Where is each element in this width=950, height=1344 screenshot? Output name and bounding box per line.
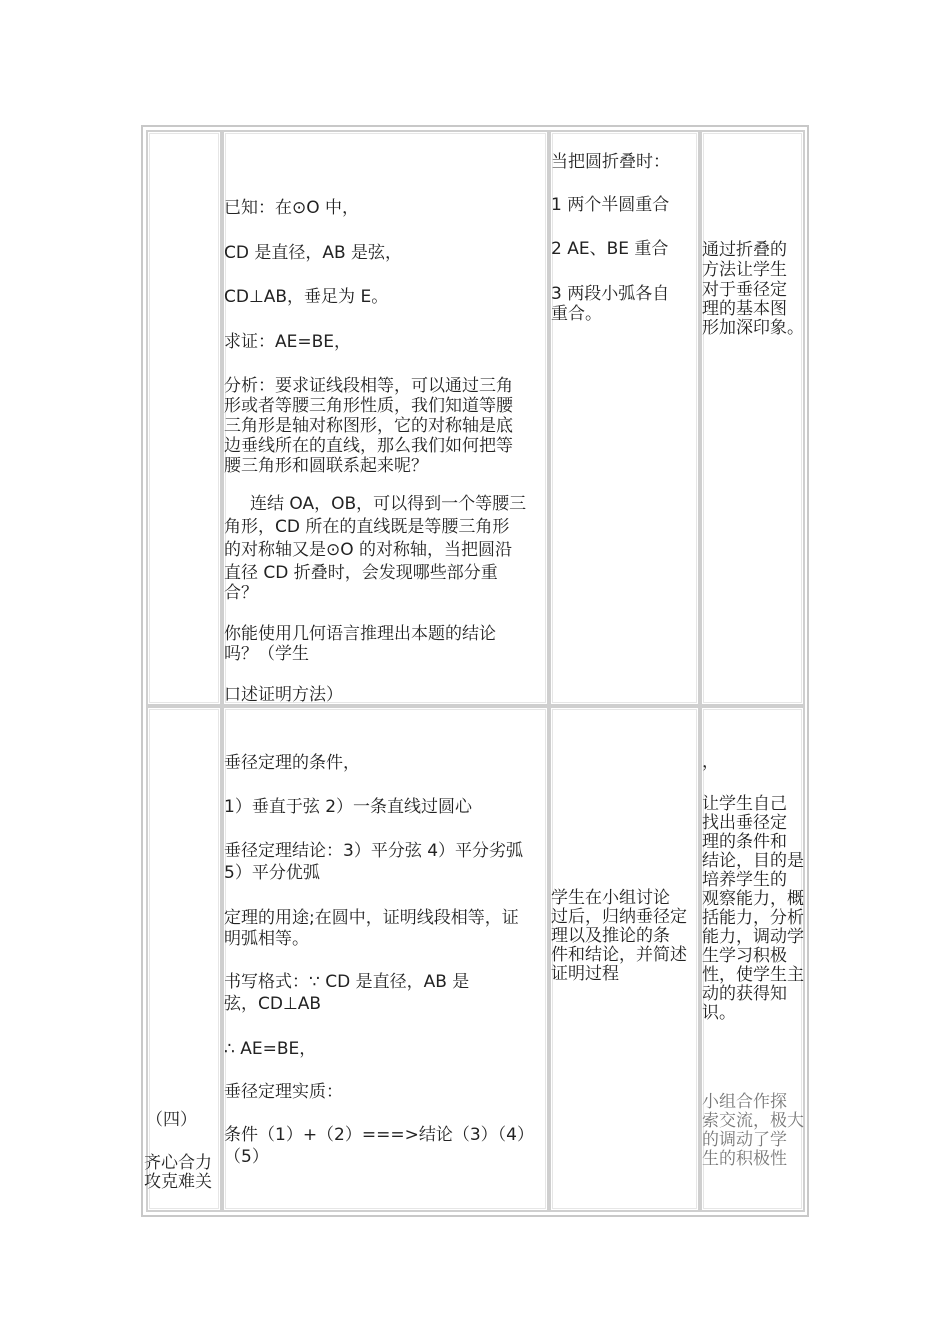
question-line: 你能使用几何语言推理出本题的结论 [224,624,496,644]
prove-line: 求证：AE=BE， [224,332,352,352]
design-intent-line: 能力，调动学 [702,927,804,947]
connect-line: 的对称轴又是⊙O 的对称轴，当把圆沿 [224,540,513,560]
fold-observation-line: 1 两个半圆重合 [551,195,670,215]
design-intent-line: 培养学生的 [702,870,787,890]
row2-stage-cell [146,706,222,1212]
design-intent-line: 形加深印象。 [702,318,804,338]
stage-number: （四） [146,1110,197,1130]
design-intent-line: 理的基本图 [702,299,787,319]
row1-intent-cell [700,130,805,706]
connect-line: 合？ [224,583,258,603]
analysis-line: 三角形是轴对称图形，它的对称轴是底 [224,416,513,436]
connect-line: 连结 OA，OB，可以得到一个等腰三 [250,494,527,514]
theorem-line: 5）平分优弧 [224,863,320,883]
theorem-line: 条件（1）+（2）===>结论（3）（4） [224,1125,534,1145]
analysis-line: 分析：要求证线段相等，可以通过三角 [224,376,513,396]
design-intent-line: 生学习积极 [702,946,787,966]
design-intent-line: 观察能力，概 [702,889,804,909]
question-line: 口述证明方法） [224,685,343,705]
design-intent-line: 让学生自己 [702,794,787,814]
given-line: 已知：在⊙O 中， [224,198,360,218]
design-intent-line: 找出垂径定 [702,813,787,833]
theorem-line: 定理的用途;在圆中，证明线段相等，证 [224,908,519,928]
group-work-note-line: 小组合作探 [702,1092,787,1112]
design-intent-line: 通过折叠的 [702,240,787,260]
student-activity-line: 过后，归纳垂径定 [551,907,687,927]
stage-title: 齐心合力 [144,1153,212,1173]
theorem-line: 明弧相等。 [224,929,309,949]
student-activity-line: 学生在小组讨论 [551,888,670,908]
design-intent-line: 括能力，分析 [702,908,804,928]
design-intent-line: 性，使学生主 [702,965,804,985]
design-intent-line: ， [702,752,719,772]
analysis-line: 边垂线所在的直线，那么我们如何把等 [224,436,513,456]
fold-observation-line: 当把圆折叠时： [551,152,670,172]
theorem-line: 垂径定理实质： [224,1082,343,1102]
group-work-note-line: 索交流，极大 [702,1111,804,1131]
connect-line: 角形，CD 所在的直线既是等腰三角形 [224,517,510,537]
analysis-line: 腰三角形和圆联系起来呢？ [224,456,428,476]
theorem-line: 书写格式：∵ CD 是直径，AB 是 [224,972,470,992]
theorem-line: 1）垂直于弦 2）一条直线过圆心 [224,797,473,817]
fold-observation-line: 2 AE、BE 重合 [551,239,669,259]
fold-observation-line: 3 两段小弧各自 [551,284,670,304]
design-intent-line: 动的获得知 [702,984,787,1004]
student-activity-line: 件和结论，并简述 [551,945,687,965]
theorem-line: ∴ AE=BE， [224,1039,317,1059]
row1-stage-cell [146,130,222,706]
theorem-line: （5） [224,1147,269,1167]
design-intent-line: 理的条件和 [702,832,787,852]
given-line: CD⊥AB，垂足为 E。 [224,287,389,307]
theorem-line: 垂径定理结论：3）平分弦 4）平分劣弧 [224,841,524,861]
design-intent-line: 方法让学生 [702,260,787,280]
design-intent-line: 结论，目的是 [702,851,804,871]
design-intent-line: 对于垂径定 [702,280,787,300]
student-activity-line: 理以及推论的条 [551,926,670,946]
fold-observation-line: 重合。 [551,304,602,324]
group-work-note-line: 生的积极性 [702,1149,787,1169]
row1-student-cell [549,130,700,706]
analysis-line: 形或者等腰三角形性质，我们知道等腰 [224,396,513,416]
student-activity-line: 证明过程 [551,964,619,984]
connect-line: 直径 CD 折叠时，会发现哪些部分重 [224,563,498,583]
given-line: CD 是直径，AB 是弦， [224,243,403,263]
stage-title: 攻克难关 [144,1172,212,1192]
group-work-note-line: 的调动了学 [702,1130,787,1150]
design-intent-line: 识。 [702,1003,736,1023]
theorem-line: 垂径定理的条件， [224,753,360,773]
question-line: 吗？（学生 [224,644,309,664]
theorem-line: 弦，CD⊥AB [224,994,322,1014]
